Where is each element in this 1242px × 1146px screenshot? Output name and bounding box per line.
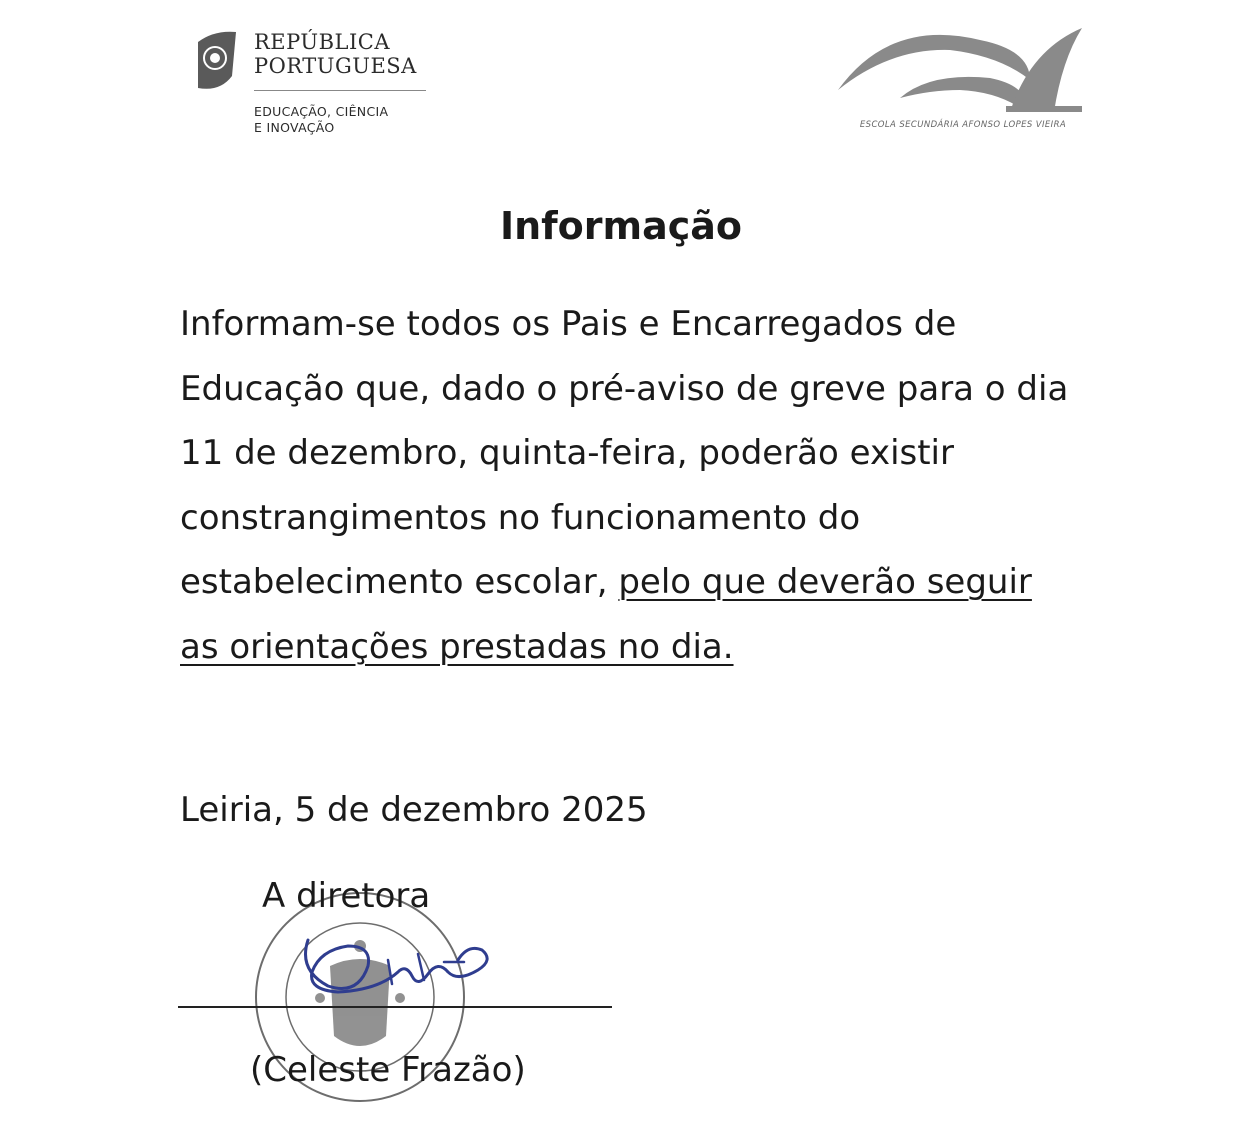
gov-logo	[190, 26, 450, 146]
gov-divider	[254, 90, 426, 91]
ministry-line2: E INOVAÇÃO	[254, 120, 335, 135]
gov-name-line1: REPÚBLICA	[254, 30, 391, 54]
ministry-line1: EDUCAÇÃO, CIÊNCIA	[254, 104, 389, 119]
signer-name: (Celeste Frazão)	[250, 1050, 526, 1090]
ministry-name	[254, 104, 388, 136]
body-text-plain: Informam-se todos os Pais e Encarregados de Educação que, dado o pré-aviso de greve para o dia 11 de dezembro, quinta-feira, poderão existir constrangimentos no funcionamento do estabelecimento escolar,	[180, 304, 1069, 602]
portugal-emblem-icon	[190, 26, 240, 96]
signature-line	[178, 1006, 612, 1008]
handwritten-signature	[268, 910, 498, 1010]
body-text-underlined: pelo que deverão seguir as orientações prestadas no dia.	[180, 562, 1032, 667]
place-date: Leiria, 5 de dezembro 2025	[180, 790, 648, 830]
signatory-role: A diretora	[262, 876, 431, 916]
school-name: ESCOLA SECUNDÁRIA AFONSO LOPES VIEIRA	[859, 120, 1067, 130]
document-title: Informação	[499, 204, 743, 248]
gov-name	[254, 30, 417, 78]
body-paragraph	[180, 292, 1080, 679]
gov-name-line2: PORTUGUESA	[254, 54, 417, 78]
